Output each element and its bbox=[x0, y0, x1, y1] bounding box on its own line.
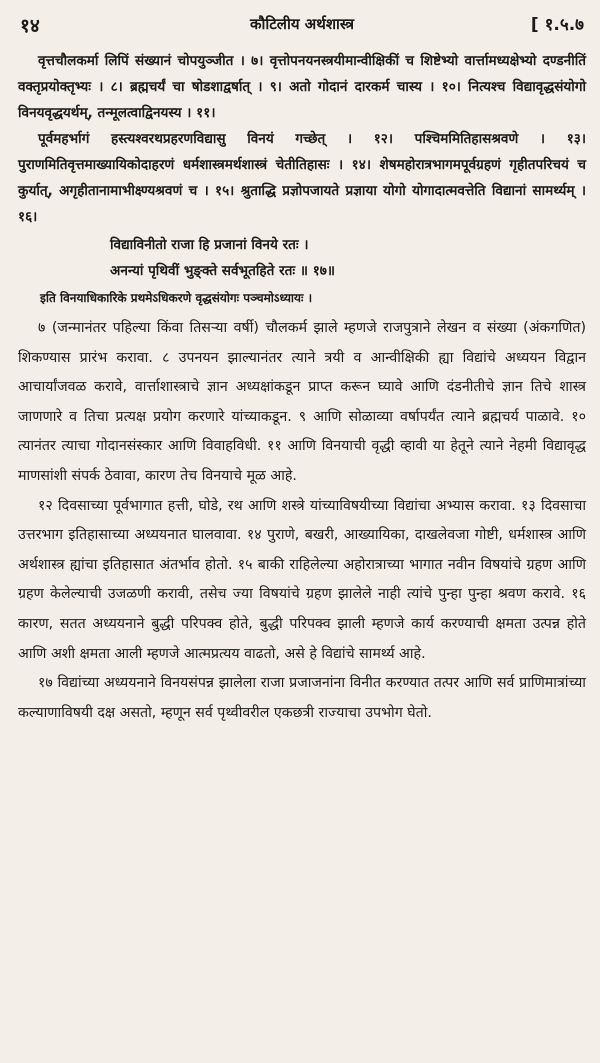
translation-paragraph: १२ दिवसाच्या पूर्वभागात हत्ती, घोडे, रथ आणि शस्त्रे यांच्याविषयीच्या विद्यांचा अभ्यास करावा. १३ दिवसाचा उत्तरभाग इतिहासाच्या अध्ययनात घालवावा. १४ पुराणे, बखरी, आख्यायिका, दाखलेवजा गोष्टी, धर्मशास्त्र आणि अर्थशास्त्र ह्यांचा इतिहासात अंतर्भाव होतो. १५ बाकी राहिलेल्या अहोरात्राच्या भागात नवीन विषयांचे ग्रहण आणि ग्रहण केलेल्याची उजळणी करावी, तसेच ज्या विषयांचे ग्रहण झालेले नाही त्यांचे पुन्हा पुन्हा श्रवण करावे. १६ कारण, सतत अध्ययनाने बुद्धी परिपक्व होते, बुद्धी परिपक्व झाली म्हणजे कार्य करण्याची क्षमता उत्पन्न होते आणि अशी क्षमता आली म्हणजे आत्मप्रत्यय वाढतो, असे हे विद्यांचे सामर्थ्य आहे. bbox=[18, 497, 586, 662]
sanskrit-paragraph: वृत्तचौलकर्मा लिपिं संख्यानं चोपयुञ्जीत । ७। वृत्तोपनयनस्त्रयीमान्वीक्षिकीं च शिष्टेभ्यो वार्त्तामध्यक्षेभ्यो दण्डनीतिं वक्तृप्रयोक्तृभ्यः । ८। ब्रह्मचर्यं चा षोडशाद्वर्षात् । ९। अतो गोदानं दारकर्म चास्य । १०। नित्यश्च विद्यावृद्धसंयोगो विनयवृद्धयर्थम्, तन्मूलत्वाद्विनयस्य । ११। bbox=[18, 53, 586, 121]
translation-paragraph: ७ (जन्मानंतर पहिल्या किंवा तिसऱ्या वर्षी) चौलकर्म झाले म्हणजे राजपुत्राने लेखन व संख्या (अंकगणित) शिकण्यास प्रारंभ करावा. ८ उपनयन झाल्यानंतर त्याने त्रयी व आन्वीक्षिकी ह्या विद्यांचे अध्ययन विद्वान आचार्यांजवळ करावे, वार्त्ताशास्त्राचे ज्ञान अध्यक्षांकडून प्राप्त करून घ्यावे आणि दंडनीतीचे ज्ञान तिचे शास्त्र जाणणारे व तिचा प्रत्यक्ष प्रयोग करणारे यांच्याकडून. ९ आणि सोळाव्या वर्षापर्यंत त्याने ब्रह्मचर्य पाळावे. १० त्यानंतर त्याचा गोदानसंस्कार आणि विवाहविधी. ११ आणि विनयाची वृद्धी व्हावी या हेतूने त्याने नेहमी विद्यावृद्ध माणसांशी संपर्क ठेवावा, कारण तेच विनयाचे मूळ आहे. bbox=[18, 320, 586, 484]
translation-paragraph: १७ विद्यांच्या अध्ययनाने विनयसंपन्न झालेला राजा प्रजाजनांना विनीत करण्यात तत्पर आणि सर्व प्राणिमात्रांच्या कल्याणाविषयी दक्ष असतो, म्हणून सर्व पृथ्वीवरील एकछत्री राज्याचा उपभोग घेतो. bbox=[18, 675, 586, 721]
sanskrit-text bbox=[18, 48, 586, 230]
verse-line: विद्याविनीतो राजा हि प्रजानां विनये रतः । bbox=[110, 237, 309, 253]
running-title: कौटिलीय अर्थशास्त्र bbox=[249, 15, 355, 33]
page-number: १४ bbox=[20, 15, 40, 37]
sanskrit-paragraph: पूर्वमहर्भागं हस्त्यश्वरथप्रहरणविद्यासु विनयं गच्छेत् । १२। पश्चिममितिहासश्रवणे । १३। पुराणमितिवृत्तमाख्यायिकोदाहरणं धर्मशास्त्रमर्थशास्त्रं चेतीतिहासः । १४। शेषमहोरात्रभागमपूर्वग्रहणं गृहीतपरिचयं च कुर्यात्, अगृहीतानामाभीक्ष्ण्यश्रवणं च । १५। श्रुताद्धि प्रज्ञोपजायते प्रज्ञाया योगो योगादात्मवत्तेति विद्यानां सामर्थ्यम् । १६। bbox=[18, 131, 586, 225]
verse-block bbox=[110, 232, 586, 284]
verse-line: अनन्यां पृथिवीं भुङ्क्ते सर्वभूतहिते रतः ॥ १७॥ bbox=[110, 263, 336, 279]
section-reference: [ १.५.७ bbox=[530, 15, 584, 35]
marathi-translation bbox=[18, 314, 586, 728]
page-header bbox=[18, 8, 586, 48]
chapter-colophon: इति विनयाधिकारिके प्रथमेऽधिकरणे वृद्धसंयोगः पञ्चमोऽध्यायः । bbox=[40, 291, 313, 305]
